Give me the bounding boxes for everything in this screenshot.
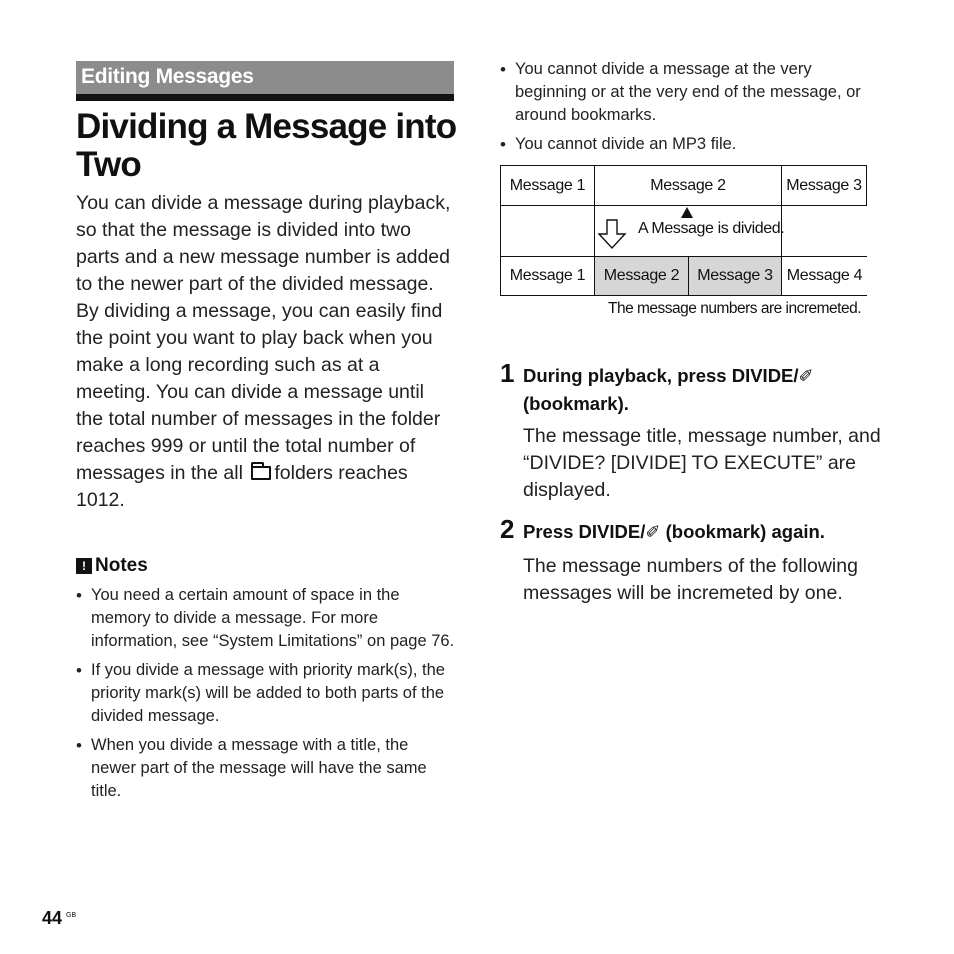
intro-text: You can divide a message during playback, so that the message is divided into two parts and a new message number is added to the newer part of the divided message. By dividing a message, you can easily find the point you want to play back when you make a long recording such as at a meeting. You can divide a message until the total number of messages in the folder reaches 999 or until the total number of messages in the all: [76, 192, 451, 484]
note-item: • When you divide a message with a title, the newer part of the message will have the same title.: [76, 734, 456, 803]
diagram-bottom-message-4: Message 4: [781, 256, 867, 296]
bookmark-mark-icon: ✐: [645, 522, 661, 542]
folder-icon: [251, 466, 271, 480]
diagram-caption: The message numbers are incremeted.: [608, 300, 862, 317]
intro-paragraph: [76, 190, 456, 514]
section-title: Editing Messages: [81, 65, 254, 88]
diagram-bottom-message-3: Message 3: [688, 256, 782, 296]
step-1-heading-suffix: (bookmark).: [523, 393, 629, 414]
right-note-item: • You cannot divide an MP3 file.: [500, 133, 885, 156]
diagram-top-message-2: Message 2: [594, 165, 782, 206]
step-2-heading-suffix: (bookmark) again.: [665, 521, 825, 542]
page-title: Dividing a Message into Two: [76, 107, 457, 184]
step-1-number: 1: [500, 358, 515, 388]
notes-icon: !: [76, 558, 92, 574]
diagram-bottom-message-1: Message 1: [500, 256, 595, 296]
step-1-body: The message title, message number, and “DIVIDE? [DIVIDE] TO EXECUTE” are displayed.: [523, 425, 881, 501]
notes-heading: [76, 555, 148, 577]
note-item: • You need a certain amount of space in the memory to divide a message. For more information, see “System Limitations” on page 76.: [76, 584, 456, 653]
page-number: 44: [42, 908, 63, 928]
bookmark-mark-icon: ✐: [798, 366, 814, 386]
divided-label: A Message is divided.: [638, 220, 785, 237]
right-notes-list: [500, 58, 885, 162]
step-1-heading: [523, 362, 883, 417]
step-2-heading: [523, 518, 893, 546]
diagram-top-message-1: Message 1: [500, 165, 595, 206]
step-2-heading-text: Press DIVIDE/: [523, 521, 646, 542]
page-number-suffix: GB: [66, 912, 77, 919]
step-2-body: The message numbers of the following messages will be incremeted by one.: [523, 555, 858, 604]
down-arrow-icon: [598, 218, 630, 250]
divide-point-triangle-icon: [681, 207, 693, 218]
divide-diagram: [500, 165, 867, 296]
right-note-item: • You cannot divide a message at the very beginning or at the very end of the message, or around bookmarks.: [500, 58, 885, 127]
diagram-top-message-3: Message 3: [781, 165, 867, 206]
note-item: • If you divide a message with priority mark(s), the priority mark(s) will be added to both parts of the divided message.: [76, 659, 456, 728]
diagram-middle-empty-left: [500, 205, 595, 257]
step-2-number: 2: [500, 514, 515, 544]
notes-list: [76, 584, 456, 809]
section-header-bar: [76, 61, 454, 101]
step-1-heading-text: During playback, press DIVIDE/: [523, 365, 799, 386]
intro-text-end: folders reaches 1012.: [76, 462, 408, 511]
diagram-bottom-message-2: Message 2: [594, 256, 689, 296]
notes-heading-label: Notes: [95, 555, 148, 576]
diagram-middle-empty-right: [781, 205, 867, 257]
